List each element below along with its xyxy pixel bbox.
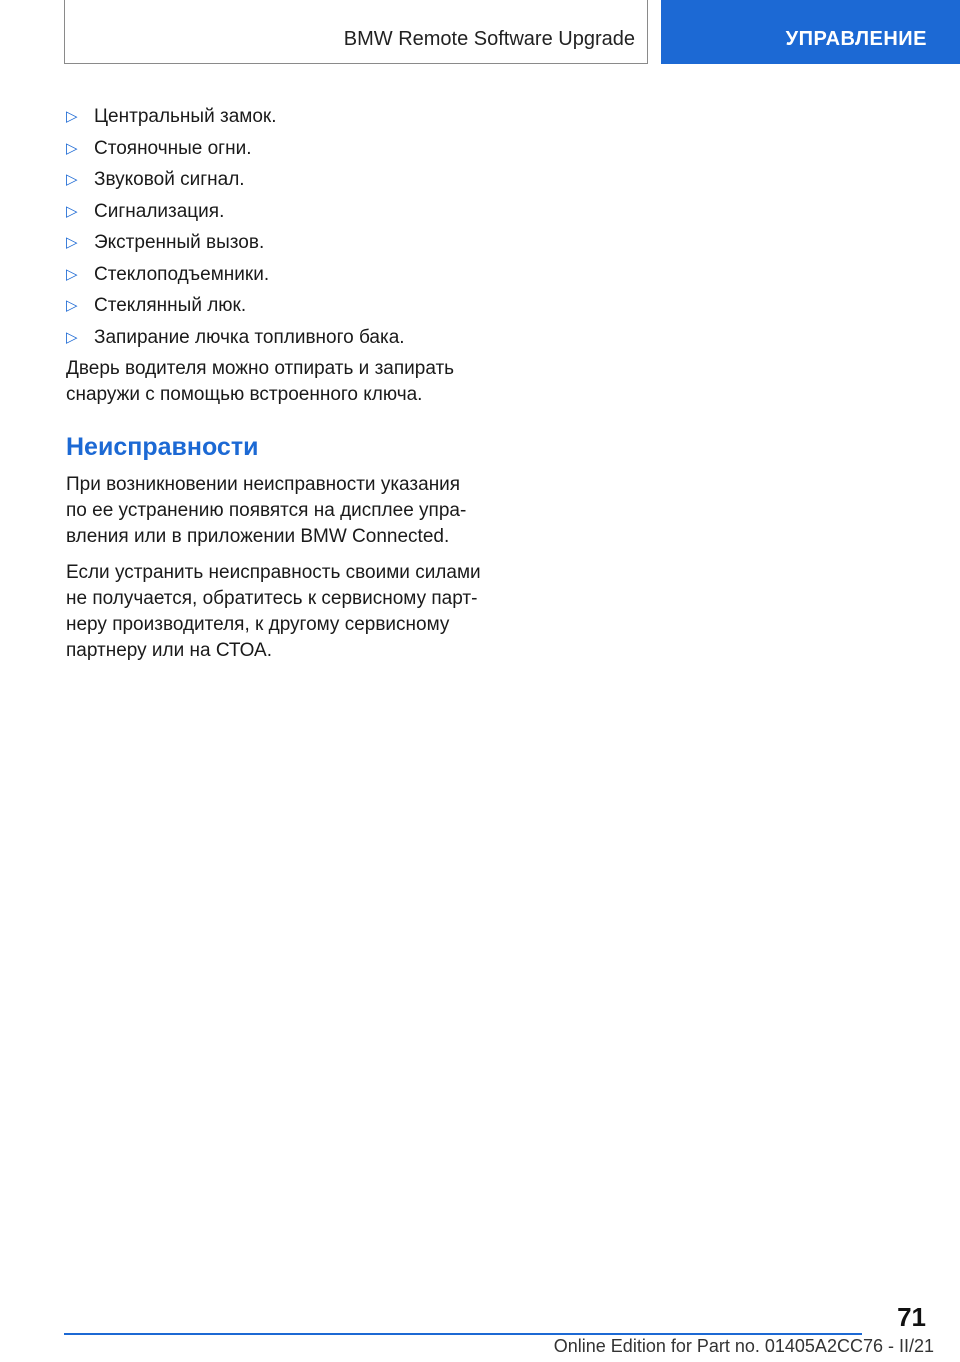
header-title-box xyxy=(64,0,648,64)
list-item xyxy=(66,199,486,231)
section-tab xyxy=(661,0,960,64)
list-item-text: Центральный замок. xyxy=(94,106,277,127)
footer-divider xyxy=(64,1333,862,1335)
list-item-text: Звуковой сигнал. xyxy=(94,169,245,190)
list-item-text: Сигнализация. xyxy=(94,200,225,222)
triangle-bullet-icon: ▷ xyxy=(66,202,78,220)
triangle-bullet-icon: ▷ xyxy=(66,234,78,251)
list-item xyxy=(66,293,486,325)
faults-heading: Неисправности xyxy=(66,433,259,461)
main-content xyxy=(66,104,486,674)
header-title: BMW Remote Software Upgrade xyxy=(343,28,635,50)
list-item xyxy=(66,136,486,168)
list-item xyxy=(66,230,486,262)
door-paragraph: Дверь водителя можно отпирать и запирать снаружи с помощью встроенного ключа. xyxy=(66,358,455,405)
list-item-text: Стеклянный люк. xyxy=(94,295,247,316)
triangle-bullet-icon: ▷ xyxy=(66,139,78,157)
triangle-bullet-icon: ▷ xyxy=(66,265,78,283)
list-item xyxy=(66,262,486,294)
triangle-bullet-icon: ▷ xyxy=(66,108,78,125)
triangle-bullet-icon: ▷ xyxy=(66,171,78,188)
triangle-bullet-icon: ▷ xyxy=(66,328,78,346)
list-item-text: Экстренный вызов. xyxy=(94,232,265,253)
faults-paragraph-2: Если устранить неисправность своими силами не получается, обратитесь к сервисному парт-неру производителя, к другому сервисному партнеру или на СТОА. xyxy=(66,562,481,661)
triangle-bullet-icon: ▷ xyxy=(66,297,78,314)
faults-paragraph-1: При возникновении неисправности указания по ее устранению появятся на дисплее упра-вления или в приложении BMW Connected. xyxy=(66,474,467,547)
list-item xyxy=(66,104,486,136)
list-item xyxy=(66,325,486,357)
list-item xyxy=(66,167,486,199)
footer-edition: Online Edition for Part no. 01405A2CC76 - II/21 xyxy=(553,1336,934,1356)
list-item-text: Стеклоподъемники. xyxy=(94,263,270,285)
page-number: 71 xyxy=(897,1302,926,1332)
feature-list xyxy=(66,104,486,356)
list-item-text: Стояночные огни. xyxy=(94,137,252,159)
list-item-text: Запирание лючка топливного бака. xyxy=(94,326,405,348)
section-tab-label: УПРАВЛЕНИЕ xyxy=(785,28,927,50)
